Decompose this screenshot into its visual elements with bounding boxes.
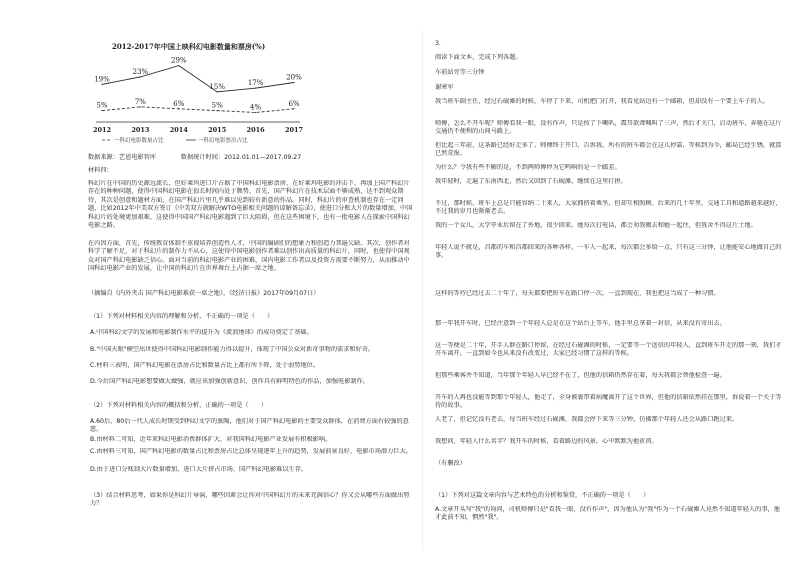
question-3: （3）结合材料思考，如果你是科幻片导演，哪些因素会让你对中国科幻片的未来充满信心？你又会从哪些方面做出努力？ bbox=[90, 492, 410, 508]
story-paragraph: 人老了，但记忆没有老去，每当班车经过石砚滩，我都会停下来等三分钟，仿佛那个年轻人还会从路口跑过来。 bbox=[435, 416, 739, 423]
legend-item: 一科幻电影数量占比 bbox=[114, 138, 164, 144]
data-point bbox=[101, 110, 102, 111]
x-tick-label: 2014 bbox=[169, 126, 188, 134]
story-paragraph: 但比起三年前，这条路已经好走多了。师傅终于开口，告诉我，所有的班车都会在这儿停靠，等候到为今，邮局已经生锈，就算已然荒废。 bbox=[435, 142, 782, 158]
x-tick-label: 2017 bbox=[284, 126, 304, 134]
series-line-2 bbox=[102, 66, 294, 92]
data-label: 5% bbox=[96, 101, 108, 110]
data-point bbox=[217, 91, 218, 92]
data-label: 17% bbox=[247, 79, 264, 88]
x-tick-label: 2013 bbox=[131, 126, 150, 134]
question-1-option-d: D.今后国产科幻电影想要做大做强，就应该加强创新意识，创作具有鲜明特色的作品，加强电影制作。 bbox=[90, 378, 369, 385]
series-line-1 bbox=[102, 107, 294, 113]
edit-note: （有删改） bbox=[435, 460, 466, 467]
data-point bbox=[178, 65, 179, 66]
data-point bbox=[255, 88, 256, 89]
material-heading: 材料四： bbox=[88, 167, 113, 174]
data-label: 23% bbox=[132, 67, 149, 76]
story-paragraph: 我的一个女儿，大学毕业后留在了外地，很少回来。她每次打电话，都会劝我搬去和她一起住，但我舍不得这片土地。 bbox=[435, 222, 757, 229]
story-paragraph: 这一等便是二十年，开手人群在路口停留，在经过石砚滩的时候，一定要等一个送信的年轻人，直到班车开走的那一刻，我们才开车离开，一直到如今也从来没有改变过，大家已经习惯了这样的等候。 bbox=[435, 342, 782, 358]
story-paragraph: 这样的等待已经过去二十年了，每天都要把班车在路口停一次，一直到现在，我也把这当成了一种习惯。 bbox=[435, 290, 720, 297]
story-paragraph: 但那些乘客并不知道，当年那个年轻人早已经不在了，但他的信箱仍然存在着，每天我都会替他检查一遍。 bbox=[435, 372, 726, 379]
story-author: 谢寒军 bbox=[435, 84, 454, 91]
material-paragraph-2: 在内因方面，首先，传统教育体制不重视培养创造性人才，中国的编剧们的想象力和创造力普遍欠缺。其次，创作者对科学了解不足，对于科幻片的制作力不从心，这使得中国电影创作者难以创作出高质量的科幻片，同时，也使得中国观众对国产科幻电影缺乏信心。面对当前的科幻电影产业的困难，国内电影工作者以及投资方需要不断努力，从而推动中国科幻电影产业的发展，让中国的科幻片在世界舞台上占据一席之地。 bbox=[88, 240, 410, 273]
question-number: 3. bbox=[435, 40, 441, 47]
data-label: 6% bbox=[173, 99, 185, 108]
data-label: 6% bbox=[288, 99, 300, 108]
source-line: 数据来源：艺恩电影智库 数据统计时间：2012.01.01—2017.09.27 bbox=[88, 154, 302, 161]
data-label: 4% bbox=[250, 103, 262, 112]
data-point bbox=[101, 84, 102, 85]
data-point bbox=[178, 108, 179, 109]
chart-title: 2012-2017年中国上映科幻电影数量和票房(%) bbox=[112, 42, 266, 51]
question-2-option-a: A.60后、80后一代人成长时期受到科幻文学的熏陶，他们对于国产科幻电影的主要受众群体，在消费方面有较强的意愿。 bbox=[90, 418, 409, 434]
citation: （摘编自《内外夹击 国产科幻电影难获一席之地》，《经济日报》2017年09月07日） bbox=[88, 290, 320, 297]
data-label: 19% bbox=[94, 75, 110, 84]
x-tick-label: 2012 bbox=[92, 126, 112, 134]
question-2-option-c: C.由材料三可知，国产科幻电影的数量占比和票房占比总体呈现逐年上升的趋势，发展前景良好，电影市场潜力巨大。 bbox=[90, 448, 412, 455]
reading-instruction: 阅读下面文本，完成下列各题。 bbox=[435, 54, 522, 61]
story-paragraph: 我年轻时，走遍了东南西北，然后又回到了石砚滩，继续在这里打拼。 bbox=[435, 178, 627, 185]
question-2-option-b: B.由材料二可知，近年来科幻电影消费群体扩大，对我国科幻电影产业发展有积极影响。 bbox=[90, 436, 332, 443]
data-point bbox=[217, 110, 218, 111]
story-paragraph: 为什么？令我有些不解的是，不到两师傅停为它鸣响的是一个邮差。 bbox=[435, 164, 621, 171]
legend-item: 一科幻电影票房占比 bbox=[198, 138, 248, 144]
question-1-option-a: A.中国科幻文学的发展和电影制作水平的提升为《流浪地球》的成功奠定了基础。 bbox=[90, 329, 313, 336]
data-label: 5% bbox=[211, 101, 223, 110]
data-label: 15% bbox=[209, 82, 225, 91]
story-paragraph: 我当班车副主任，经过石砚滩的时候，车停了下来，司机把门打开，我看见站边有一个邮箱，但却没有一个要上车子的人。 bbox=[435, 98, 770, 105]
data-point bbox=[255, 112, 256, 113]
story-paragraph: 那一年我开车时，已经注意到一个年轻人总是在这个站台上等车，他手里总拿着一封信，从来没有寄出去。 bbox=[435, 320, 726, 327]
right-column bbox=[425, 0, 794, 562]
question-2: （2）下列对材料相关内容的概括和分析，正确的一项是（ ） bbox=[90, 402, 268, 409]
story-paragraph: 年轻人说不就是，昌都的车和昌都回来的各种各样，一车人一起来，每次都会多给一点，只有这三分钟，让他能安心地做自己的事。 bbox=[435, 244, 782, 260]
data-label: 20% bbox=[286, 73, 302, 82]
data-label: 7% bbox=[134, 97, 146, 106]
question-1: （1）下列对这篇文章内容与艺术特色的分析和鉴赏，不正确的一项是（ ） bbox=[435, 492, 650, 499]
question-1: （1）下列对材料相关内容的理解和分析，不正确的一项是（ ） bbox=[90, 313, 274, 320]
question-1-option-a: A.文章开头写"我"的询问，司机师傅只是"看我一眼，没有作声"，因为他认为"我"作为一个石砚滩人竟然不知道年轻人的事，他才此前不知，惘然"我"。 bbox=[435, 506, 780, 522]
x-tick-label: 2016 bbox=[246, 126, 265, 134]
story-title: 车前站旁等三分钟 bbox=[435, 69, 485, 76]
x-tick-label: 2015 bbox=[208, 126, 227, 134]
story-paragraph: 师傅，怎么不开车呢？师傅看我一眼，没有作声，只是按了下喇叭，震耳欲聋喊叫了三声，然后才关门，启动班车，奔驰在这片交通仍不便利的山间马路上。 bbox=[435, 120, 782, 136]
line-chart bbox=[88, 52, 308, 144]
story-paragraph: 不过，那时候，班车上总是只能容纳二十来人，大家拥挤着乘坐，但却互相照顾。后来的几十年里，交通工具和道路越来越好，不过我的岁月也渐渐老去。 bbox=[435, 200, 782, 216]
column-divider bbox=[422, 30, 423, 550]
data-point bbox=[140, 106, 141, 107]
question-1-option-c: C.材料三表明，国产科幻电影在票房占比和数量占比上都有所下降，处于弱势地位。 bbox=[90, 362, 320, 369]
data-point bbox=[293, 108, 294, 109]
question-1-option-b: B."中国天眼"横空出世使得中国科幻电影制作能力得以提升，体现了中国公众对新奇事物的需求和好奇。 bbox=[90, 346, 375, 353]
material-paragraph-1: 科幻片在中国的历史源远流长，但好莱坞进口片占据了中国科幻电影票房，在好莱坞电影的冲击下，再加上国产科幻片存在的种种问题，使得中国科幻电影在很长时间内处于颓势。首先，国产科幻片在技术层面不够成熟，达不到观众期待，其次是创意和题材方面，在国产科幻片里几乎难以见到较有新意的作品。同时，科幻片的审查机制也存在一定问题，比如2012年中美双方签订《中美双方就解决WTO电影相关问题的谅解备忘录》，使进口分账大片的数量增加，中国科幻片的处境更加艰难，这使得中国国产科幻电影遇到了巨大阻碍，但在这些困境下，也有一批电影人在探索中国科幻电影之路。 bbox=[88, 180, 413, 230]
story-paragraph: 我想问，年轻人什么名字？我开车的时候，看着路边的风景，心中默默为他祈祷。 bbox=[435, 438, 658, 445]
data-label: 29% bbox=[171, 56, 187, 65]
data-point bbox=[293, 82, 294, 83]
question-2-option-d: D.由于进口分账制大片数量增加，进口大片挤占市场，国产科幻电影难以生存。 bbox=[90, 466, 308, 473]
data-point bbox=[140, 76, 141, 77]
story-paragraph: 开车的人再也没能等到那个年轻人，他走了，全身被裹带着病魔离开了这个世界，但他的信箱依然挂在那里，诉说着一个关于等待的故事。 bbox=[435, 394, 782, 410]
